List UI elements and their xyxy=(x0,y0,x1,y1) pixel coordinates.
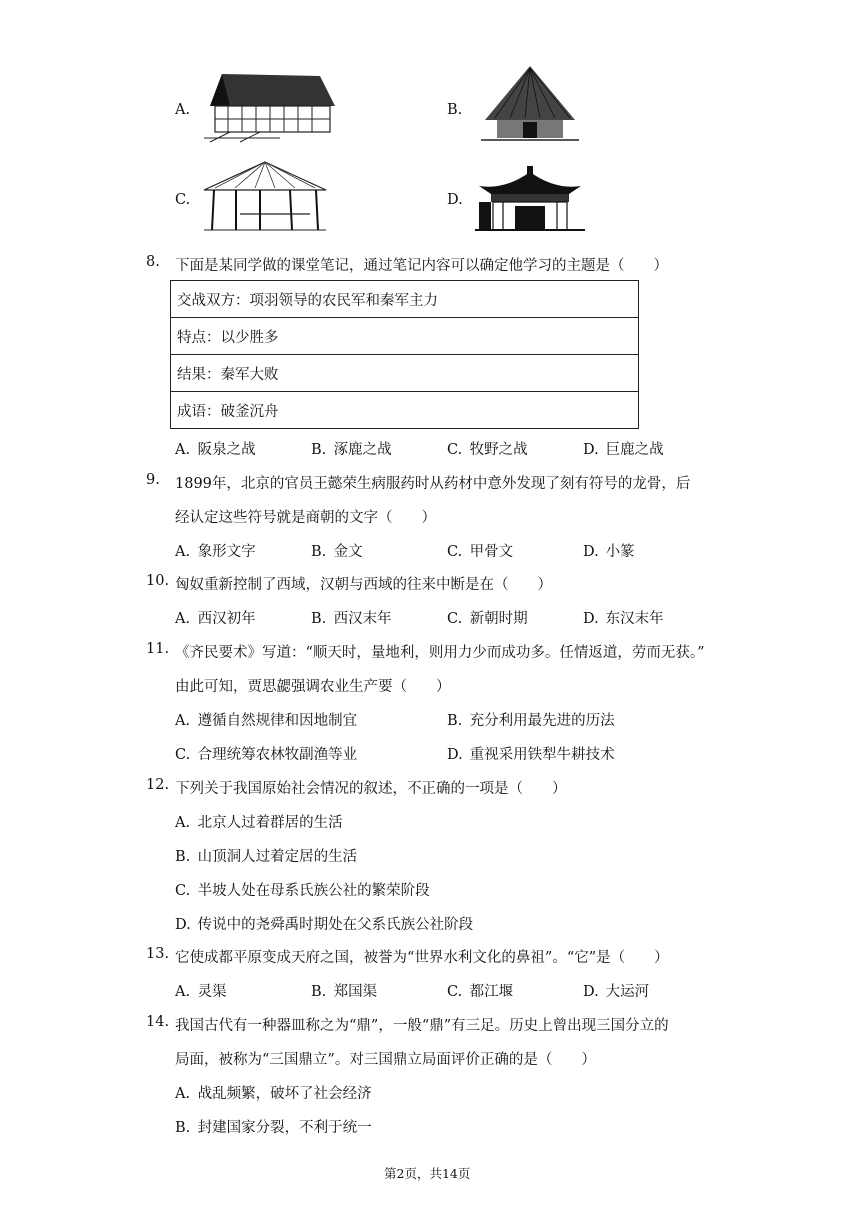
q10-option-c[interactable] xyxy=(447,607,528,628)
option-text: 传说中的尧舜禹时期处在父系氏族公社阶段 xyxy=(197,917,474,933)
q8-option-a[interactable] xyxy=(175,438,256,459)
option-letter: D. xyxy=(447,747,463,763)
option-letter: A. xyxy=(175,1086,191,1102)
table-cell: 交战双方：项羽领导的农民军和秦军主力 xyxy=(171,281,639,318)
option-text: 遵循自然规律和因地制宜 xyxy=(197,713,358,729)
q9-option-a[interactable] xyxy=(175,540,256,561)
q11-option-d[interactable] xyxy=(447,743,615,764)
q8-notes-table xyxy=(170,280,639,429)
option-text: 灵渠 xyxy=(197,984,227,1000)
option-letter: C. xyxy=(447,544,463,560)
q13-option-d[interactable] xyxy=(583,980,649,1001)
q8-number: 8. xyxy=(146,254,160,270)
q13-number: 13. xyxy=(146,946,170,962)
option-text: 阪泉之战 xyxy=(197,442,256,458)
option-text: 都江堰 xyxy=(469,984,514,1000)
q8-option-b[interactable] xyxy=(311,438,392,459)
table-row xyxy=(171,318,639,355)
q11-number: 11. xyxy=(146,641,170,657)
option-letter: B. xyxy=(311,442,327,458)
option-text: 小篆 xyxy=(605,544,635,560)
option-text: 充分利用最先进的历法 xyxy=(469,713,615,729)
option-text: 封建国家分裂，不利于统一 xyxy=(197,1120,372,1136)
q7-option-d-letter: D. xyxy=(447,192,463,208)
option-text: 西汉末年 xyxy=(333,611,392,627)
q13-stem: 它使成都平原变成天府之国，被誉为“世界水利文化的鼻祖”。“它”是（ ） xyxy=(175,950,669,966)
q11-option-c[interactable] xyxy=(175,743,357,764)
q12-option-a[interactable] xyxy=(175,811,343,832)
option-letter: A. xyxy=(175,713,191,729)
q9-option-c[interactable] xyxy=(447,540,513,561)
q14-option-b[interactable] xyxy=(175,1116,372,1137)
q9-stem-line1: 1899年，北京的官员王懿荣生病服药时从药材中意外发现了刻有符号的龙骨，后 xyxy=(175,476,691,492)
q11-option-a[interactable] xyxy=(175,709,357,730)
timber-house-illustration xyxy=(200,66,340,146)
q7-option-c-letter: C. xyxy=(175,192,191,208)
q9-stem-line2: 经认定这些符号就是商朝的文字（ ） xyxy=(175,510,436,526)
round-thatched-frame-illustration xyxy=(200,158,330,234)
q7-option-a-letter: A. xyxy=(175,102,191,118)
option-text: 北京人过着群居的生活 xyxy=(197,815,343,831)
table-row xyxy=(171,392,639,429)
option-text: 甲骨文 xyxy=(469,544,514,560)
option-letter: B. xyxy=(175,1120,191,1136)
option-letter: C. xyxy=(175,747,191,763)
q10-option-d[interactable] xyxy=(583,607,664,628)
option-letter: B. xyxy=(311,611,327,627)
option-letter: B. xyxy=(311,544,327,560)
option-letter: D. xyxy=(583,984,599,1000)
q8-stem: 下面是某同学做的课堂笔记，通过笔记内容可以确定他学习的主题是（ ） xyxy=(175,258,668,274)
option-text: 象形文字 xyxy=(197,544,256,560)
option-text: 涿鹿之战 xyxy=(333,442,392,458)
q12-option-c[interactable] xyxy=(175,879,430,900)
q10-option-b[interactable] xyxy=(311,607,392,628)
option-letter: A. xyxy=(175,544,191,560)
table-row xyxy=(171,281,639,318)
thatched-hut-illustration xyxy=(475,62,585,150)
q13-option-a[interactable] xyxy=(175,980,227,1001)
q11-stem-line2: 由此可知，贾思勰强调农业生产要（ ） xyxy=(175,679,451,695)
q14-number: 14. xyxy=(146,1014,170,1030)
q14-option-a[interactable] xyxy=(175,1082,372,1103)
option-text: 郑国渠 xyxy=(333,984,378,1000)
q8-option-d[interactable] xyxy=(583,438,664,459)
q7-option-b-letter: B. xyxy=(447,102,463,118)
q10-number: 10. xyxy=(146,573,170,589)
q9-option-b[interactable] xyxy=(311,540,363,561)
option-text: 大运河 xyxy=(605,984,650,1000)
option-text: 重视采用铁犁牛耕技术 xyxy=(469,747,615,763)
option-text: 金文 xyxy=(333,544,363,560)
option-letter: A. xyxy=(175,984,191,1000)
option-letter: D. xyxy=(583,442,599,458)
table-cell: 结果：秦军大败 xyxy=(171,355,639,392)
q14-stem-line2: 局面，被称为“三国鼎立”。对三国鼎立局面评价正确的是（ ） xyxy=(175,1052,596,1068)
q12-stem: 下列关于我国原始社会情况的叙述，不正确的一项是（ ） xyxy=(175,781,567,797)
option-letter: D. xyxy=(583,611,599,627)
option-text: 山顶洞人过着定居的生活 xyxy=(197,849,358,865)
option-letter: C. xyxy=(447,442,463,458)
option-letter: A. xyxy=(175,815,191,831)
option-letter: C. xyxy=(447,984,463,1000)
option-letter: B. xyxy=(175,849,191,865)
option-text: 巨鹿之战 xyxy=(605,442,664,458)
option-text: 战乱频繁，破坏了社会经济 xyxy=(197,1086,372,1102)
q12-number: 12. xyxy=(146,777,170,793)
option-letter: A. xyxy=(175,611,191,627)
option-text: 牧野之战 xyxy=(469,442,528,458)
page-footer: 第2页，共14页 xyxy=(384,1166,471,1181)
q8-option-c[interactable] xyxy=(447,438,528,459)
q13-option-c[interactable] xyxy=(447,980,513,1001)
q10-option-a[interactable] xyxy=(175,607,256,628)
option-text: 半坡人处在母系氏族公社的繁荣阶段 xyxy=(197,883,430,899)
table-row xyxy=(171,355,639,392)
option-text: 东汉末年 xyxy=(605,611,664,627)
table-cell: 成语：破釜沉舟 xyxy=(171,392,639,429)
option-letter: D. xyxy=(175,917,191,933)
q14-stem-line1: 我国古代有一种器皿称之为“鼎”，一般“鼎”有三足。历史上曾出现三国分立的 xyxy=(175,1018,669,1034)
option-letter: C. xyxy=(447,611,463,627)
q10-stem: 匈奴重新控制了西域，汉朝与西域的往来中断是在（ ） xyxy=(175,577,552,593)
q12-option-d[interactable] xyxy=(175,913,473,934)
q11-option-b[interactable] xyxy=(447,709,615,730)
q12-option-b[interactable] xyxy=(175,845,357,866)
option-letter: D. xyxy=(583,544,599,560)
q9-option-d[interactable] xyxy=(583,540,635,561)
option-text: 新朝时期 xyxy=(469,611,528,627)
option-text: 西汉初年 xyxy=(197,611,256,627)
q11-stem-line1: 《齐民要术》写道：“顺天时，量地利，则用力少而成功多。任情返道，劳而无获。” xyxy=(175,645,705,661)
option-letter: A. xyxy=(175,442,191,458)
table-cell: 特点：以少胜多 xyxy=(171,318,639,355)
q9-number: 9. xyxy=(146,472,160,488)
option-text: 合理统筹农林牧副渔等业 xyxy=(197,747,358,763)
pagoda-roof-building-illustration xyxy=(475,162,585,234)
option-letter: B. xyxy=(447,713,463,729)
option-letter: B. xyxy=(311,984,327,1000)
option-letter: C. xyxy=(175,883,191,899)
q13-option-b[interactable] xyxy=(311,980,377,1001)
